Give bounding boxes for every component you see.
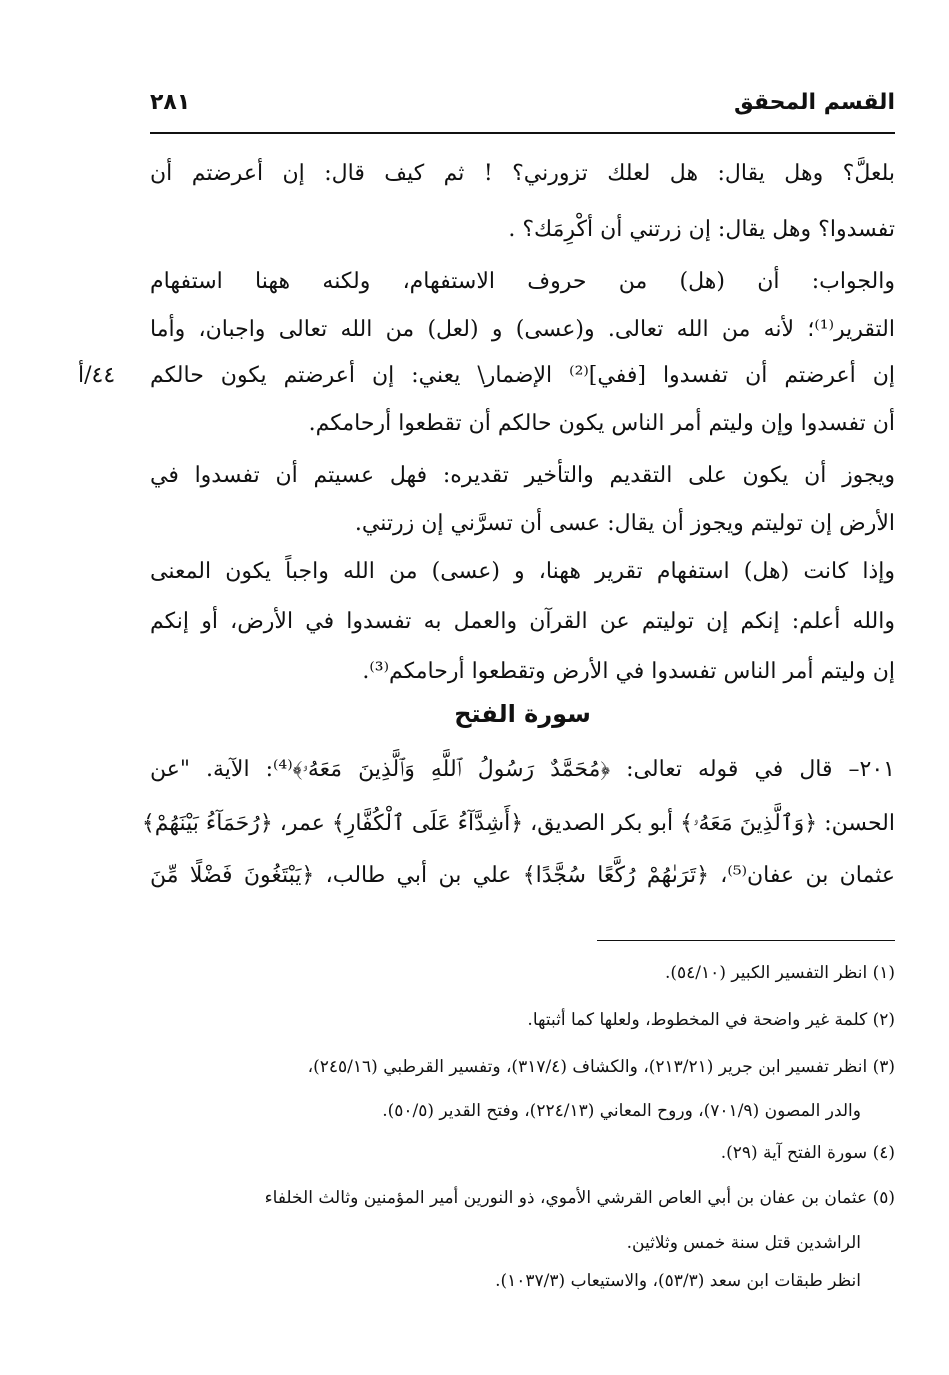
- commentary-line: الحسن: ﴿وَٱلَّذِينَ مَعَهُۥ﴾ أبو بكر الصديق، ﴿أَشِدَّآءُ عَلَى ٱلْكُفَّارِ﴾ عمر، ﴿رُحَمَآءُ بَيْنَهُمْ﴾: [141, 811, 895, 836]
- footnote-continuation: الراشدين قتل سنة خمس وثلاثين.: [626, 1233, 861, 1253]
- footnote-continuation: انظر طبقات ابن سعد (٥٣/٣)، والاستيعاب (١٠٣٧/٣).: [495, 1271, 861, 1291]
- commentary-line: ٢٠١– قال في قوله تعالى: ﴿مُحَمَّدٌ رَسُولُ ٱللَّهِ وَٱلَّذِينَ مَعَهُۥ﴾⁽⁴⁾: الآية. "عن: [150, 757, 895, 782]
- running-header-title: القسم المحقق: [733, 90, 895, 115]
- body-line: إن أعرضتم أن تفسدوا [ففي]⁽²⁾ الإضمار\ يعني: إن أعرضتم يكون حالكم: [150, 363, 896, 388]
- surah-heading: سورة الفتح: [454, 700, 591, 728]
- commentary-line: عثمان بن عفان⁽⁵⁾، ﴿تَرَىٰهُمْ رُكَّعًا سُجَّدًا﴾ علي بن أبي طالب، ﴿يَبْتَغُونَ فَضْلًا مِّنَ: [150, 863, 895, 888]
- footnote: (٤) سورة الفتح آية (٢٩).: [720, 1143, 895, 1163]
- body-line: التقرير⁽¹⁾؛ لأنه من الله تعالى. و(عسى) و (لعل) من الله تعالى واجبان، وأما: [150, 317, 895, 342]
- body-line: تفسدوا؟ وهل يقال: إن زرتني أن أكْرِمَك؟ .: [508, 217, 895, 242]
- manuscript-folio-marker: ٤٤/أ: [78, 363, 116, 388]
- body-line: الأرض إن توليتم ويجوز أن يقال: عسى أن تسرَّني إن زرتني.: [354, 511, 895, 536]
- body-line: ويجوز أن يكون على التقديم والتأخير تقديره: فهل عسيتم أن تفسدوا في: [150, 463, 896, 488]
- body-line: والجواب: أن (هل) من حروف الاستفهام، ولكنه ههنا استفهام: [150, 269, 895, 294]
- page-number: ٢٨١: [150, 90, 191, 115]
- body-line: والله أعلم: إنكم إن توليتم عن القرآن والعمل به تفسدوا في الأرض، أو إنكم: [150, 609, 895, 634]
- footnote: (٥) عثمان بن عفان بن أبي العاص القرشي الأموي، ذو النورين أمير المؤمنين وثالث الخلفاء: [264, 1188, 895, 1208]
- footnote: (١) انظر التفسير الكبير (٥٤/١٠).: [665, 963, 895, 983]
- body-line: وإذا كانت (هل) استفهام تقرير ههنا، و (عسى) من الله واجباً يكون المعنى: [150, 559, 895, 584]
- footnote: (٣) انظر تفسير ابن جرير (٢١٣/٢١)، والكشاف (٣١٧/٤)، وتفسير القرطبي (٢٤٥/١٦)،: [307, 1057, 895, 1077]
- header-divider: [150, 132, 895, 134]
- body-line: أن تفسدوا وإن وليتم أمر الناس يكون حالكم أن تقطعوا أرحامكم.: [308, 411, 895, 436]
- footnote: (٢) كلمة غير واضحة في المخطوط، ولعلها كما أثبتها.: [527, 1010, 895, 1030]
- footnote-continuation: والدر المصون (٧٠١/٩)، وروح المعاني (٢٢٤/١٣)، وفتح القدير (٥٠/٥).: [382, 1101, 861, 1121]
- footnote-divider: [597, 940, 895, 941]
- body-line: إن وليتم أمر الناس تفسدوا في الأرض وتقطعوا أرحامكم⁽³⁾.: [362, 659, 895, 684]
- body-line: بلعلَّ؟ وهل يقال: هل لعلك تزورني؟ ! ثم كيف قال: إن أعرضتم أن: [150, 161, 895, 186]
